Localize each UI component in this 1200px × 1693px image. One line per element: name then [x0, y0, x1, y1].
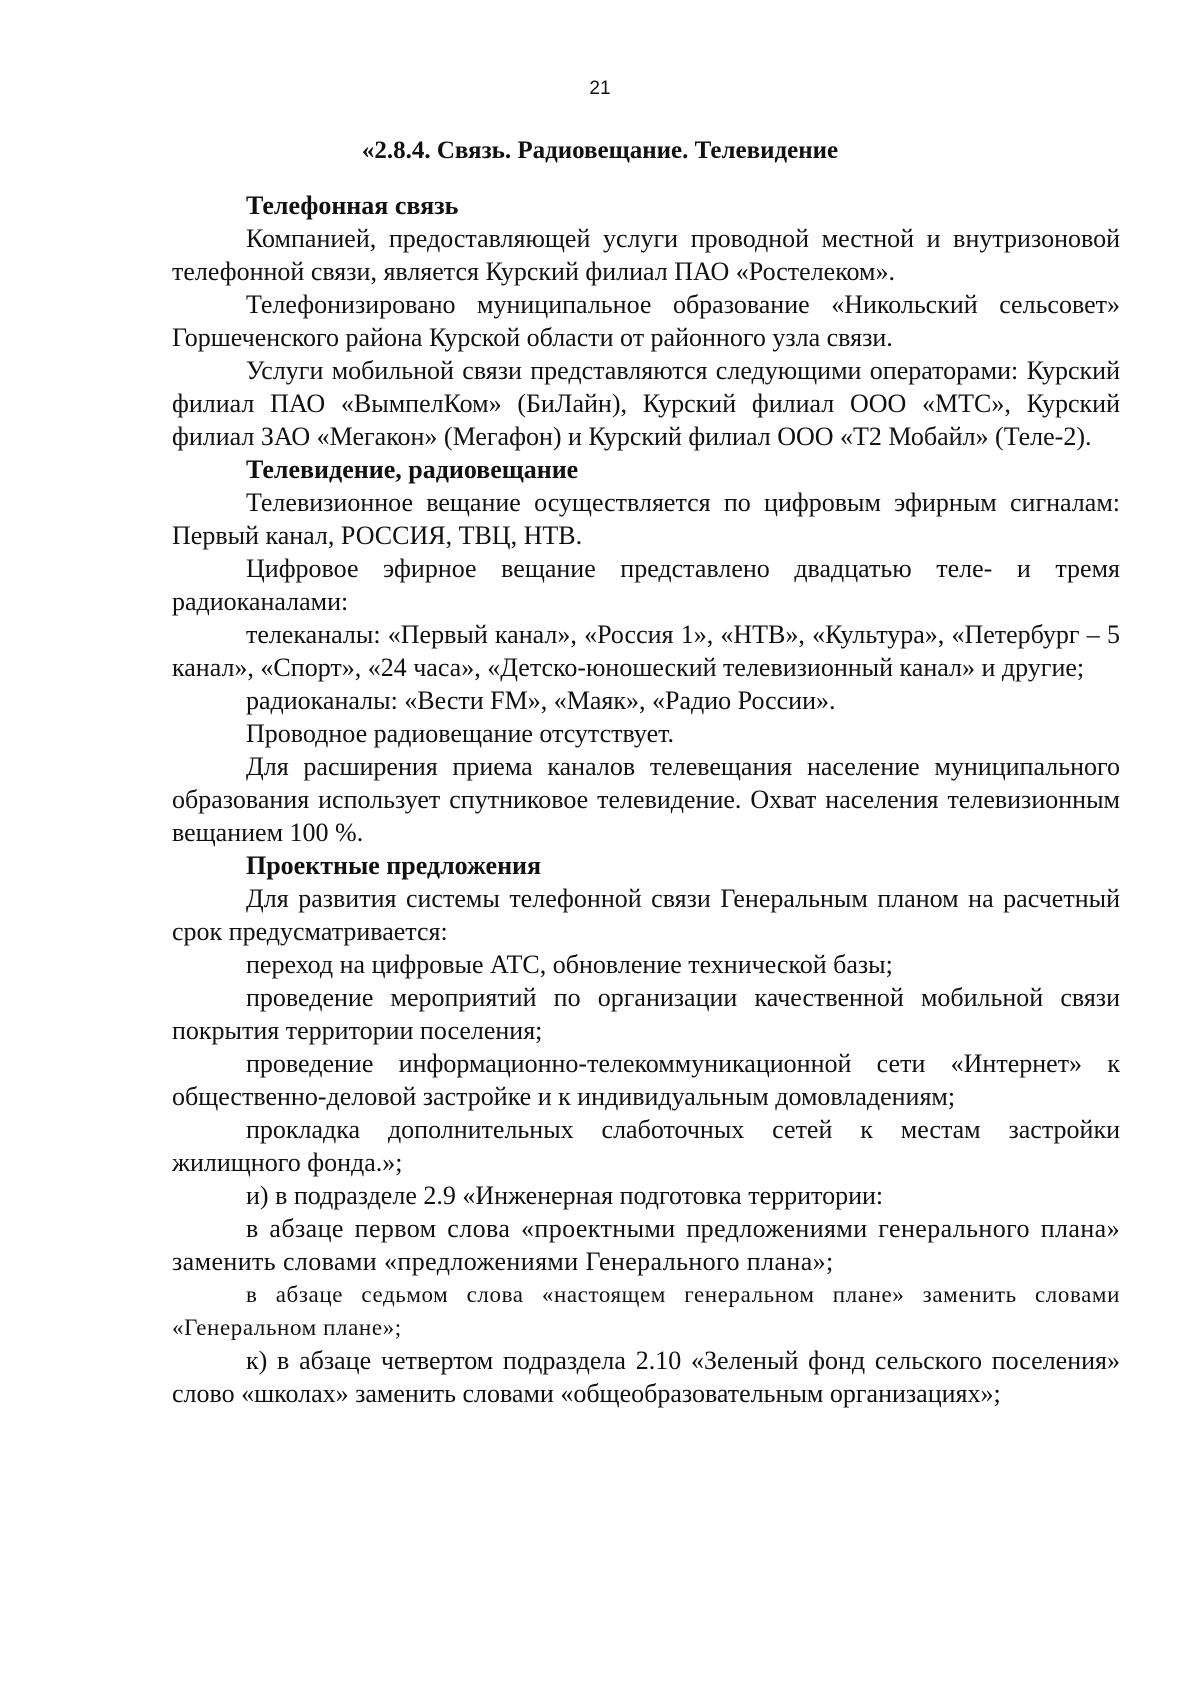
paragraph: Услуги мобильной связи представляются следующими операторами: Курский филиал ПАО «ВымпелКом» (БиЛайн), Курский филиал ООО «МТС», Курский филиал ЗАО «Мегакон» (Мегафон) и Курский филиал ООО «Т2 Мобайл» (Теле-2). — [172, 356, 1120, 451]
paragraph: к) в абзаце четвертом подраздела 2.10 «Зеленый фонд сельского поселения» слово «школах» заменить словами «общеобразовательным организациях»; — [172, 1346, 1120, 1408]
paragraph: прокладка дополнительных слаботочных сетей к местам застройки жилищного фонда.»; — [172, 1115, 1120, 1177]
paragraph: проведение информационно-телекоммуникационной сети «Интернет» к общественно-деловой застройке и к индивидуальным домовладениям; — [172, 1049, 1120, 1111]
paragraph: радиоканалы: «Вести FM», «Маяк», «Радио России». — [246, 686, 836, 715]
paragraph: Для расширения приема каналов телевещания население муниципального образования использует спутниковое телевидение. Охват населения телевизионным вещанием 100 %. — [172, 752, 1120, 847]
document-body — [172, 189, 1120, 1410]
section-title: «2.8.4. Связь. Радиовещание. Телевидение — [361, 137, 839, 164]
heading-telephone: Телефонная связь — [246, 191, 459, 220]
paragraph: телеканалы: «Первый канал», «Россия 1», «НТВ», «Культура», «Петербург – 5 канал», «Спорт», «24 часа», «Детско-юношеский телевизионный канал» и другие; — [172, 620, 1120, 682]
paragraph: проведение мероприятий по организации качественной мобильной связи покрытия территории поселения; — [172, 983, 1120, 1045]
paragraph: переход на цифровые АТС, обновление технической базы; — [246, 950, 893, 979]
paragraph: Компанией, предоставляющей услуги проводной местной и внутризоновой телефонной связи, является Курский филиал ПАО «Ростелеком». — [172, 224, 1120, 286]
paragraph: в абзаце седьмом слова «настоящем генеральном плане» заменить словами «Генеральном плане»; — [172, 1282, 1120, 1340]
heading-proposals: Проектные предложения — [246, 851, 542, 880]
paragraph: в абзаце первом слова «проектными предложениями генерального плана» заменить словами «предложениями Генерального плана»; — [172, 1214, 1120, 1276]
paragraph: и) в подразделе 2.9 «Инженерная подготовка территории: — [246, 1181, 884, 1210]
paragraph: Цифровое эфирное вещание представлено двадцатью теле- и тремя радиоканалами: — [172, 554, 1120, 616]
page-number: 21 — [589, 78, 611, 99]
paragraph: Для развития системы телефонной связи Генеральным планом на расчетный срок предусматривается: — [172, 884, 1120, 946]
paragraph: Проводное радиовещание отсутствует. — [246, 719, 675, 748]
paragraph: Телефонизировано муниципальное образование «Никольский сельсовет» Горшеченского района Курской области от районного узла связи. — [172, 290, 1120, 352]
paragraph: Телевизионное вещание осуществляется по цифровым эфирным сигналам: Первый канал, РОССИЯ, ТВЦ, НТВ. — [172, 488, 1120, 550]
heading-tv-radio: Телевидение, радиовещание — [246, 455, 579, 484]
